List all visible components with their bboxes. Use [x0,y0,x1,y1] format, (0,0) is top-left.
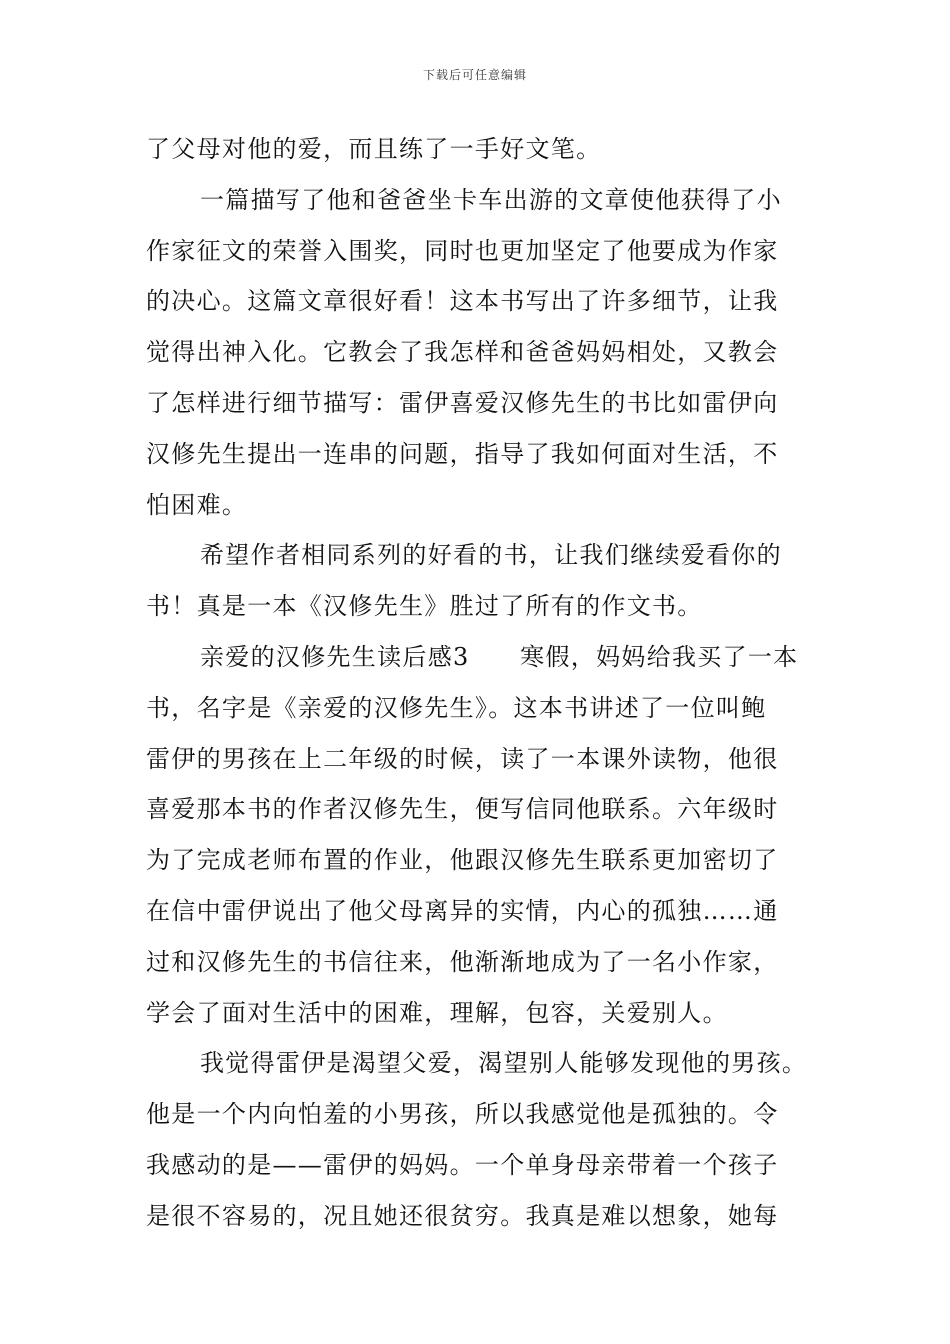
text-line: 我觉得雷伊是渴望父爱，渴望别人能够发现他的男孩。 [200,1049,808,1078]
text-line: 一篇描写了他和爸爸坐卡车出游的文章使他获得了小 [200,185,782,214]
text-line: 他是一个内向怕羞的小男孩，所以我感觉他是孤独的。令 [146,1100,779,1129]
text-line: 书，名字是《亲爱的汉修先生》。这本书讲述了一位叫鲍 [146,693,767,722]
text-line: 的决心。这篇文章很好看！这本书写出了许多细节，让我 [146,287,779,316]
text-line: 怕困难。 [146,490,248,519]
text-line: 作家征文的荣誉入围奖，同时也更加坚定了他要成为作家 [146,236,779,265]
text-line: 希望作者相同系列的好看的书，让我们继续爱看你的 [200,541,782,570]
text-line: 我感动的是——雷伊的妈妈。一个单身母亲带着一个孩子 [146,1150,779,1179]
text-line: 书！真是一本《汉修先生》胜过了所有的作文书。 [146,592,703,621]
text-line: 为了完成老师布置的作业，他跟汉修先生联系更加密切了 [146,846,779,875]
body-text [146,124,826,1242]
text-line: 学会了面对生活中的困难，理解，包容，关爱别人。 [146,998,728,1027]
text-line: 汉修先生提出一连串的问题，指导了我如何面对生活，不 [146,439,779,468]
text-line: 在信中雷伊说出了他父母离异的实情，内心的孤独……通 [146,896,779,925]
text-line: 过和汉修先生的书信往来，他渐渐地成为了一名小作家， [146,947,779,976]
text-line: 是很不容易的，况且她还很贫穷。我真是难以想象，她每 [146,1201,779,1230]
page-header: 下载后可任意编辑 [422,68,527,82]
text-line: 喜爱那本书的作者汉修先生，便写信同他联系。六年级时 [146,795,779,824]
text-line: 亲爱的汉修先生读后感3 寒假，妈妈给我买了一本 [200,642,799,671]
text-line: 觉得出神入化。它教会了我怎样和爸爸妈妈相处，又教会 [146,338,779,367]
text-line: 了父母对他的爱，而且练了一手好文笔。 [146,135,602,163]
text-line: 雷伊的男孩在上二年级的时候，读了一本课外读物，他很 [146,744,779,773]
text-line: 了怎样进行细节描写：雷伊喜爱汉修先生的书比如雷伊向 [146,388,779,417]
